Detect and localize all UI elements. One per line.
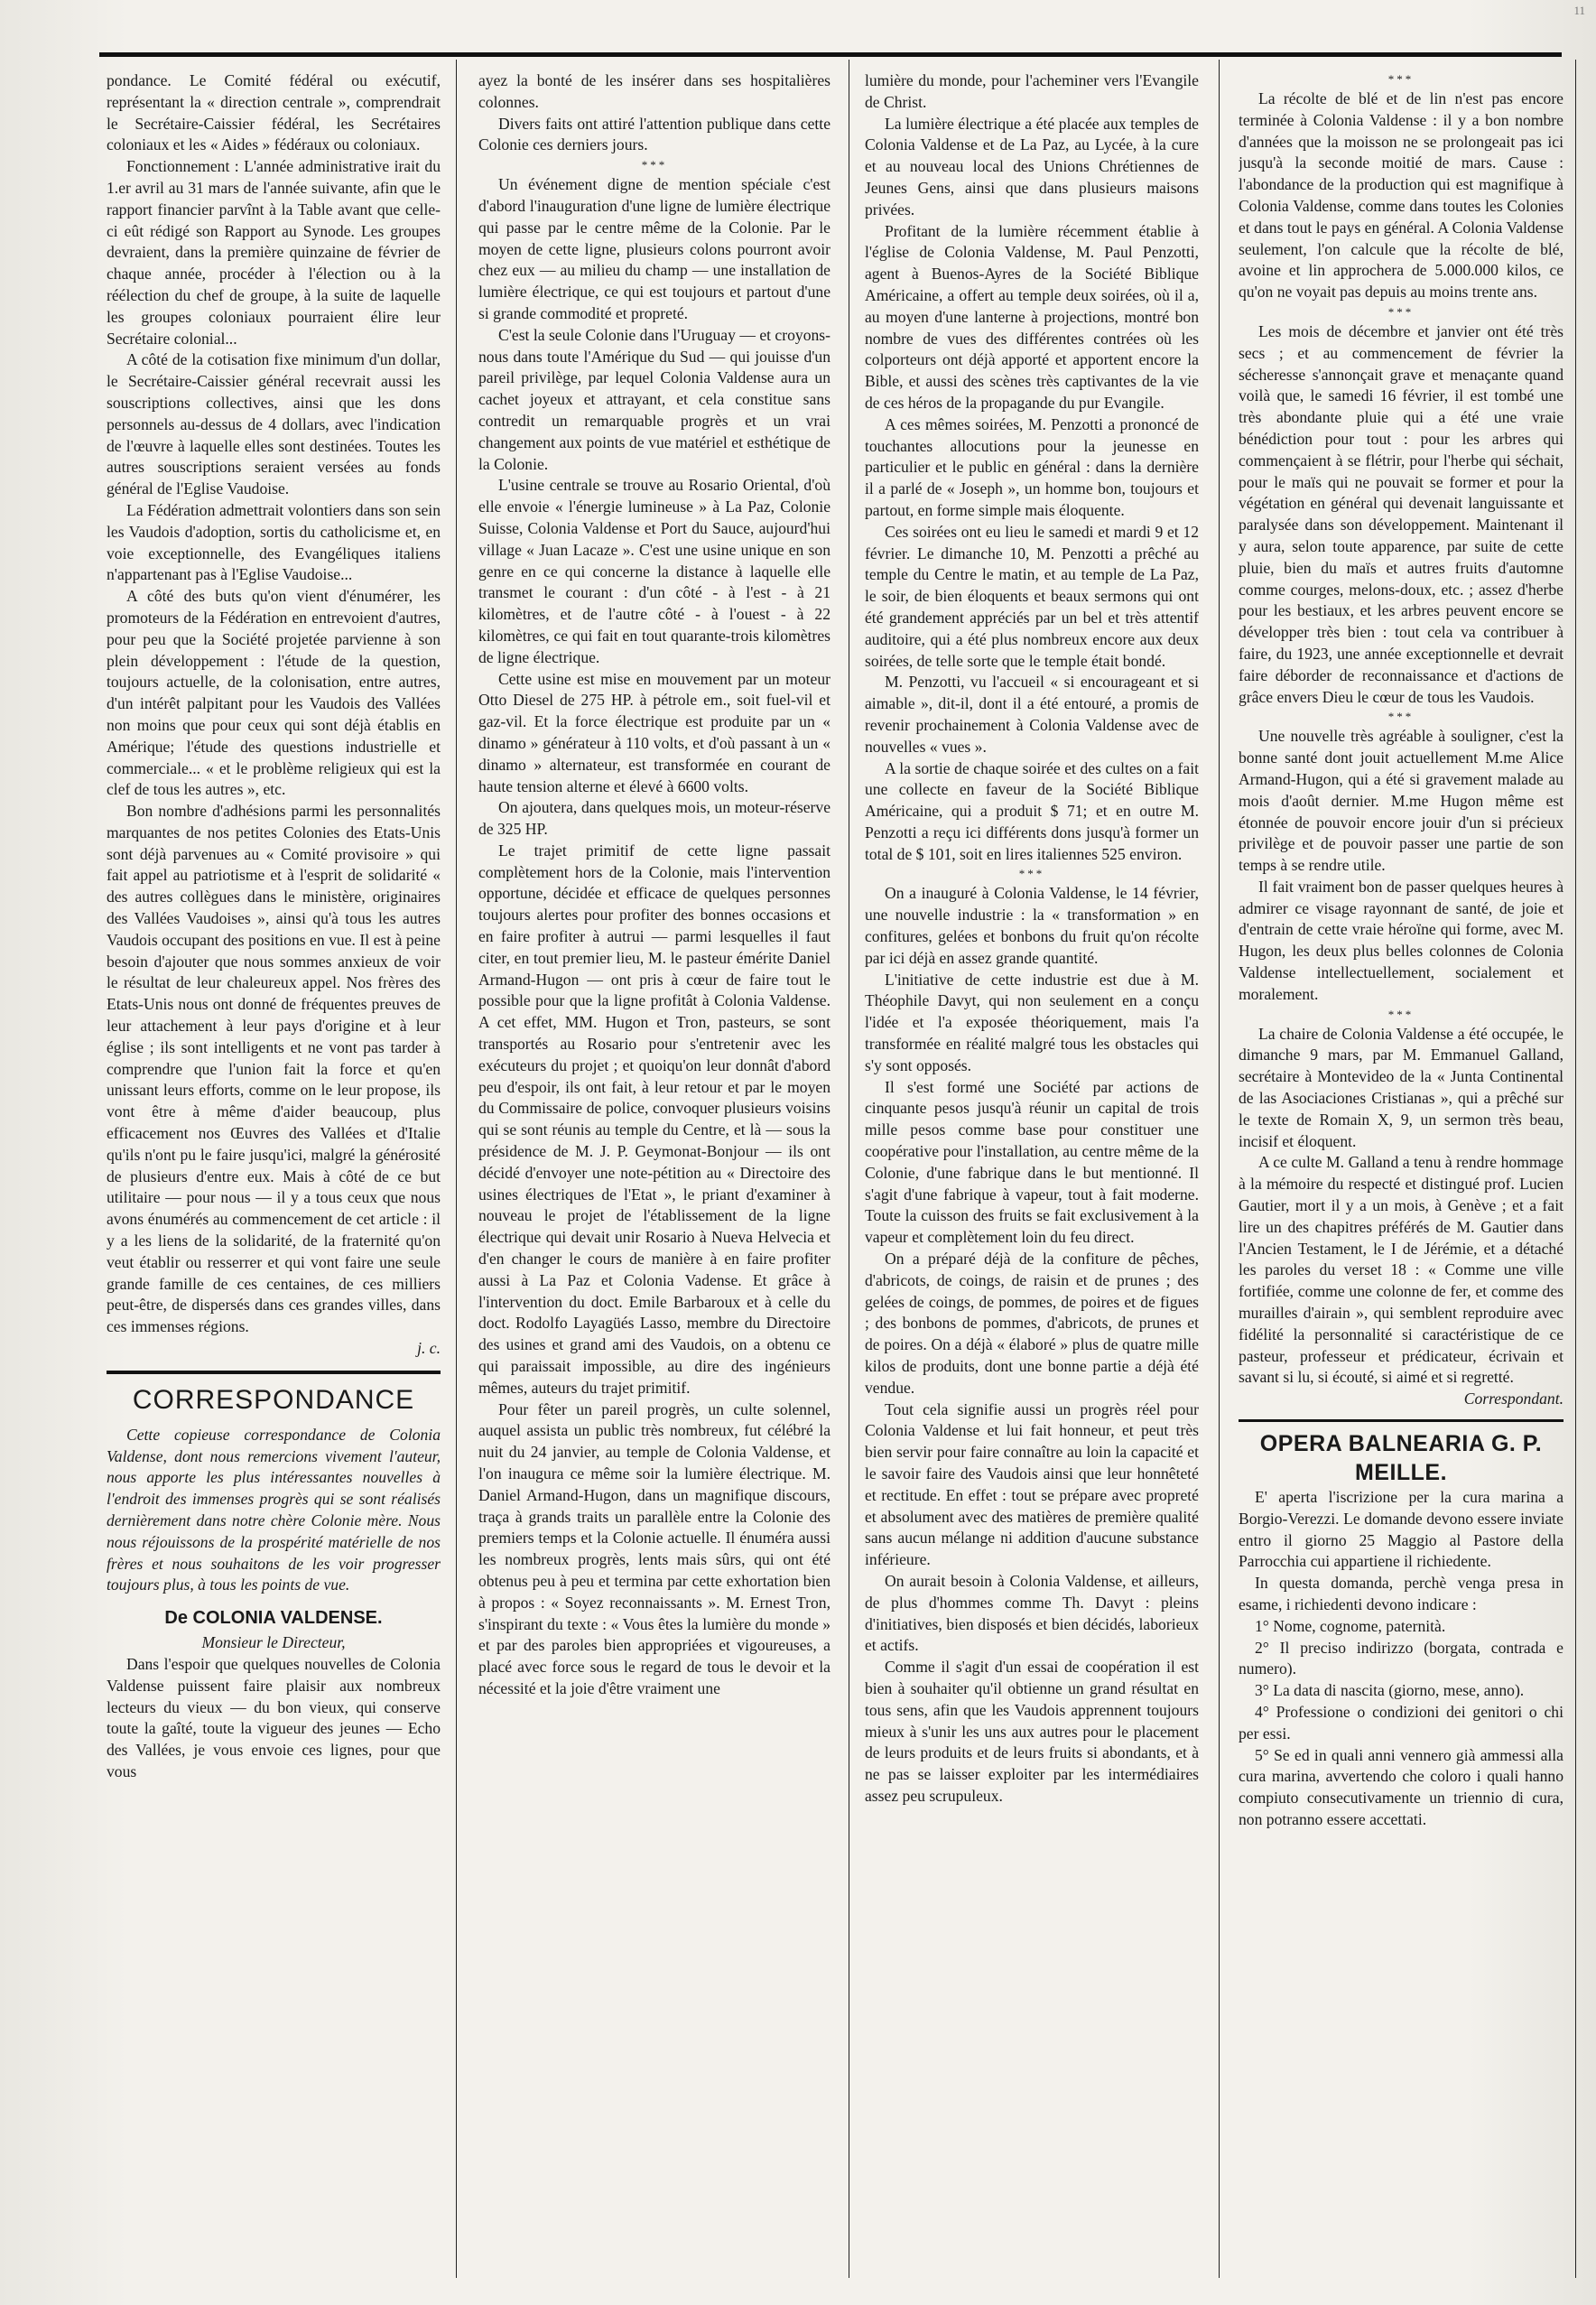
column-1 bbox=[107, 70, 441, 2278]
page-number: 11 bbox=[1573, 4, 1585, 17]
letter-greeting: Monsieur le Directeur, bbox=[201, 1633, 346, 1652]
paragraph: On a préparé déjà de la confiture de pêches, d'abricots, de coings, de raisin et de prunes ; des gelées de coings, de pommes, de poires et de figues ; des bonbons de pommes, d'abricots, de prunes et de poires. On a déjà « élaboré » plus de quatre mille kilos de produits, dont une bonne partie a déjà été vendue. bbox=[865, 1250, 1199, 1397]
advert-item: 5° Se ed in quali anni vennero già ammessi alla cura marina, avvertendo che coloro i quali hanno compiuto consecutivamente un triennio di cura, non potranno essere accettati. bbox=[1239, 1745, 1564, 1828]
header-rule bbox=[99, 52, 1562, 57]
advert-separator bbox=[1239, 1419, 1564, 1422]
column-3 bbox=[865, 70, 1199, 2278]
paragraph: A ce culte M. Galland a tenu à rendre hommage à la mémoire du respecté et distingué prof. Lucien Gautier, mort il y a un mois, à Genève ; et a fait lire un des chapitres préférés de M. Gautier dans l'Ancien Testament, le I de Jérémie, et a détaché les paroles du verset 18 : « Comme une ville fortifiée, comme une colonne de fer, et comme des murailles d'airain », qui semblent reproduire avec fidélité la personnalité si caractéristique de ce pasteur, professeur et prédicateur, écrivain et savant si lu, si écouté, si aimé et si regretté. bbox=[1239, 1153, 1564, 1387]
paragraph: Les mois de décembre et janvier ont été très secs ; et au commencement de février la sécheresse s'annonçait grave et menaçante quand voilà que, le samedi 16 février, il est tombé une très abondante pluie qui a été une vraie bénédiction pour tout : pour les arbres qui commençaient à se flétrir, pour l'herbe qui séchait, pour le maïs qui ne pouvait se former et pour la végétation en général qui devenait languissante et paralysée dans son développement. Maintenant il y aura, selon toute apparence, par suite de cette pluie, bien du maïs et autres fruits d'automne comme courges, melons-doux, etc. ; assez d'herbe pour les bestiaux, et les arbres peuvent encore se développer très bien : tout cela va contribuer à faire, du 1923, une année exceptionnelle et devrait faire déborder de reconnaissance et d'actions de grâce envers Dieu le cœur de tous les Vaudois. bbox=[1239, 321, 1564, 706]
section-heading: CORRESPONDANCE bbox=[132, 1384, 415, 1415]
paragraph: L'initiative de cette industrie est due à M. Théophile Davyt, qui non seulement en a conçu l'idée et l'a exposée théoriquement, mais l'a transformée en réalité malgré tous les obstacles qui s'y sont opposés. bbox=[865, 970, 1199, 1074]
section-stars: *** bbox=[1387, 710, 1415, 724]
section-separator bbox=[107, 1371, 441, 1374]
paragraph: C'est la seule Colonie dans l'Uruguay — et croyons-nous dans toute l'Amérique du Sud — qui jouisse d'un pareil privilège, par lequel Colonia Valdense aura un cachet joyeux et attrayant, et cela constitue sans contredit un remarquable progrès et un vrai changement aux points de vue matériel et esthétique de la Colonie. bbox=[478, 325, 830, 473]
correspondent-signature: Correspondant. bbox=[1463, 1390, 1564, 1408]
advert-lead: In questa domanda, perchè venga presa in esame, i richiedenti devono indicare : bbox=[1239, 1574, 1564, 1613]
paragraph: A la sortie de chaque soirée et des cultes on a fait une collecte en faveur de la Société Biblique Américaine, qui a produit $ 71; et en outre M. Penzotti a reçu ici différents dons jusqu'à former un total de $ 101, soit en lires italiennes 525 environ. bbox=[865, 758, 1199, 863]
paragraph: A ces mêmes soirées, M. Penzotti a prononcé de touchantes allocutions pour la jeunesse en particulier et le public en général : dans la dernière il a parlé de « Joseph », un homme bon, toujours et partout, en forme simple mais éloquente. bbox=[865, 414, 1199, 519]
advert-item: 3° La data di nascita (giorno, mese, anno). bbox=[1255, 1681, 1525, 1700]
advert-intro: E' aperta l'iscrizione per la cura marina a Borgio-Verezzi. Le domande devono essere inviate entro il giorno 25 Maggio al Pastore della Parrocchia cui appartiene il richiedente. bbox=[1239, 1488, 1564, 1571]
advert-item: 1° Nome, cognome, paternità. bbox=[1255, 1616, 1446, 1635]
paragraph: L'usine centrale se trouve au Rosario Oriental, d'où elle envoie « l'énergie lumineuse » à La Paz, Colonie Suisse, Colonia Valdense et Port du Sauce, aujourd'hui village « Juan Lacaze ». C'est une usine unique en son genre en ce qui concerne la distance à laquelle elle transmet le courant : d'un côté - à l'est - à 21 kilomètres, et de l'autre côté - à l'ouest - à 22 kilomètres, ce qui fait en tout quarante-trois kilomètres de ligne électrique. bbox=[478, 476, 830, 666]
section-stars: *** bbox=[1387, 304, 1415, 319]
paragraph: Divers faits ont attiré l'attention publique dans cette Colonie ces derniers jours. bbox=[478, 114, 830, 154]
paragraph: lumière du monde, pour l'acheminer vers l'Evangile de Christ. bbox=[865, 71, 1199, 111]
paragraph: Le trajet primitif de cette ligne passait complètement hors de la Colonie, mais l'intervention opportune, décidée et efficace de quelques personnes toujours alertes pour profiter des bonnes occasions et en faire profiter à autrui — parmi lesquelles il faut citer, en tout premier lieu, M. le pasteur émérite Daniel Armand-Hugon — ont pris à cœur de faire tout le possible pour que la ligne profitât à Colonia Valdense. A cet effet, MM. Hugon et Tron, pasteurs, se sont transportés au Rosario pour s'entretenir avec les exécuteurs du projet ; et quoiqu'on leur donnât d'abord peu d'espoir, ils ont fait, à leur retour et par le moyen du Commissaire de police, convoquer plusieurs voisins qui se sont réunis au temple du Centre, et là — sous la présidence de M. J. P. Geymonat-Bonjour — ils ont décidé d'envoyer une note-pétition au « Directoire des usines électriques de l'Etat », le priant d'examiner à nouveau le projet de l'établissement de la ligne électrique qui devait unir Rosario à Nueva Helvecia et d'en changer le cours de manière à en faire profiter aussi à La Paz et Colonia Vadense. Et grâce à l'intervention du doct. Emile Barbaroux et à celle du doct. Rodolfo Layagüés Lasso, membre du Directoire des usines et grand ami des Vaudois, on a obtenu ce qui paraissait impossible, au dire des ingénieurs mêmes, auteurs du trajet primitif. bbox=[478, 841, 830, 1397]
paragraph: Dans l'espoir que quelques nouvelles de Colonia Valdense puissent faire plaisir aux nombreux lecteurs du vieux — du bon vieux, qui conserve toute la gaîté, toute la vigueur des jeunes — Echo des Vallées, je vous envoie ces lignes, pour que vous bbox=[107, 1654, 441, 1780]
paragraph: Un événement digne de mention spéciale c'est d'abord l'inauguration d'une ligne de lumière électrique qui passe par le centre même de la Colonie. Par le moyen de cette ligne, plusieurs colons pourront avoir chez eux — au milieu du champ — une installation de lumière électrique, ce qui est toujours et partout d'une si grande commodité et propreté. bbox=[478, 175, 830, 322]
paragraph: Il fait vraiment bon de passer quelques heures à admirer ce visage rayonnant de santé, de joie et d'entrain de cette vraie héroïne qui forme, avec M. Hugon, les deux plus belles colonnes de Colonia Valdense intellectuellement, socialement et moralement. bbox=[1239, 877, 1564, 1003]
paragraph: pondance. Le Comité fédéral ou exécutif, représentant la « direction centrale », comprendrait le Secrétaire-Caissier fédéral, les Secrétaires coloniaux et les « Aides » fédéraux ou coloniaux. bbox=[107, 71, 441, 154]
paragraph: ayez la bonté de les insérer dans ses hospitalières colonnes. bbox=[478, 71, 830, 111]
paragraph: Ces soirées ont eu lieu le samedi et mardi 9 et 12 février. Le dimanche 10, M. Penzotti a prêché au temple du Centre le matin, et au temple de La Paz, le soir, de bien éloquents et beaux sermons qui ont été grandement appréciés par un bel et très attentif auditoire, qui a été plus nombreux encore aux deux soirées, de telle sorte que le temple était bondé. bbox=[865, 522, 1199, 670]
advert-title: OPERA BALNEARIA G. P. MEILLE. bbox=[1259, 1431, 1543, 1486]
paragraph: Tout cela signifie aussi un progrès réel pour Colonia Valdense et lui fait honneur, et peut très bien servir pour faire connaître au loin la capacité et le savoir faire des Vaudois ainsi que leur honnêteté et rectitude. En effet : tout se prépare avec propreté et absolument avec des matières de première qualité sans aucun mélange ni addition d'aucune substance inférieure. bbox=[865, 1399, 1199, 1569]
paragraph: La lumière électrique a été placée aux temples de Colonia Valdense et de La Paz, au Lycée, à la cure et au nouveau local des Unions Chrétiennes de Jeunes Gens, ainsi que dans plusieurs maisons privées. bbox=[865, 114, 1199, 218]
paragraph: Profitant de la lumière récemment établie à l'église de Colonia Valdense, M. Paul Penzotti, agent à Buenos-Ayres de la Société Biblique Américaine, a offert au temple deux soirées, où il a, au moyen d'une lanterne à projections, montré bon nombre de vues des différentes contrées où les colporteurs ont déjà apporté et apportent encore la Bible, et aussi des scènes très captivantes de la vie de ces héros de la propagande du pur Evangile. bbox=[865, 221, 1199, 412]
editor-intro: Cette copieuse correspondance de Colonia Valdense, dont nous remercions vivement l'auteur, nous apporte les plus intéressantes nouvelles à l'endroit des immenses progrès qui se sont réalisés dernièrement dans notre chère Colonie mère. Nous nous réjouissons de la prospérité matérielle de nos frères et nous souhaitons de les voir progresser toujours plus, à tous les points de vue. bbox=[107, 1425, 441, 1594]
paragraph: Une nouvelle très agréable à souligner, c'est la bonne santé dont jouit actuellement M.me Alice Armand-Hugon, qui a été si gravement malade au mois d'août dernier. M.me Hugon même est étonnée de pouvoir encore jouir d'un si précieux privilège et de pouvoir passer une partie de son temps à se rendre utile. bbox=[1239, 727, 1564, 875]
advert-item: 4° Professione o condizioni dei genitori o chi per essi. bbox=[1239, 1702, 1564, 1743]
correspondence-subheading: De COLONIA VALDENSE. bbox=[164, 1608, 383, 1629]
section-stars: *** bbox=[1387, 1007, 1415, 1021]
paragraph: Bon nombre d'adhésions parmi les personnalités marquantes de nos petites Colonies des Etats-Unis sont déjà parvenues au « Comité provisoire » qui fait appel au patriotisme et à l'esprit de solidarité « des autres collègues dans le ministère, originaires des Vallées Vaudoises », ainsi qu'à tous les autres Vaudois occupant des positions en vue. Il est à peine besoin d'ajouter que nous sommes anxieux de voir le résultat de leur chaleureux appel. Nos frères des Etats-Unis nous ont donné de fréquentes preuves de leur attachement à leur pays d'origine et à leur église ; ils sont intelligents et ne vont pas tarder à comprendre que l'union fait la force et qu'en unissant leurs efforts, comme on le leur propose, ils vont être à même d'aider beaucoup, plus efficacement nos Œuvres des Vallées et d'Italie qu'ils n'ont pu le faire jusqu'ici, malgré la générosité de plusieurs d'entre eux. Mais à côté de ce but utilitaire — pour nous — il y a tous ceux que nous avons énumérés au commencement de cet article : il y a les liens de la solidarité, de la fraternité qu'on veut établir ou resserrer et qui vont faire une seule grande famille de ces centaines, de ces milliers peut-être, de dispersés dans ces grandes villes, dans ces immenses régions. bbox=[107, 802, 441, 1336]
article-signature: j. c. bbox=[417, 1339, 441, 1358]
paragraph: A côté des buts qu'on vient d'énumérer, les promoteurs de la Fédération en entrevoient d'autres, pour peu que la Société projetée parvienne à son plein développement : l'étude de la question, toujours actuelle, de la colonisation, entre autres, d'un intérêt palpitant pour les Vaudois des Vallées non moins que pour ceux qui sont déjà établis en Amérique; l'étude des questions industrielle et commerciale... « et le problème religieux qui est la clef de tous les autres », etc. bbox=[107, 587, 441, 799]
paragraph: A côté de la cotisation fixe minimum d'un dollar, le Secrétaire-Caissier général recevrait aussi les souscriptions collectives, ainsi que les dons personnels au-dessus de 4 dollars, avec l'indication de l'œuvre à laquelle elles sont destinées. Toutes les autres souscriptions seraient versées au fonds général de l'Eglise Vaudoise. bbox=[107, 350, 441, 498]
paragraph: On aurait besoin à Colonia Valdense, et ailleurs, de plus d'hommes comme Th. Davyt : pleins d'initiatives, bien disposés et bien décidés, laborieux et actifs. bbox=[865, 1571, 1199, 1655]
section-stars: *** bbox=[641, 158, 668, 172]
paragraph: On a inauguré à Colonia Valdense, le 14 février, une nouvelle industrie : la « transformation » en confitures, gelées et bonbons du fruit qu'on récolte par ici déjà en assez grande quantité. bbox=[865, 884, 1199, 967]
paragraph: Fonctionnement : L'année administrative irait du 1.er avril au 31 mars de l'année suivante, afin que le rapport financier parvînt à la Table avant que celle-ci eût rédigé son Rapport au Synode. Les groupes devraient, dans la première quinzaine de février de chaque année, procéder à l'élection ou à la réélection du chef de groupe, à la suite de laquelle les groupes coloniaux pourraient élire leur Secrétaire colonial... bbox=[107, 157, 441, 348]
column-2 bbox=[478, 70, 830, 2278]
column-divider bbox=[1575, 60, 1576, 2278]
paragraph: On ajoutera, dans quelques mois, un moteur-réserve de 325 HP. bbox=[478, 798, 830, 839]
paragraph: M. Penzotti, vu l'accueil « si encourageant et si aimable », dit-il, dont il a été entouré, a promis de revenir prochainement à Colonia Valdense avec de nouvelles « vues ». bbox=[865, 673, 1199, 756]
section-stars: *** bbox=[1018, 867, 1045, 881]
advert-body bbox=[1239, 1487, 1564, 1831]
paragraph: Cette usine est mise en mouvement par un moteur Otto Diesel de 275 HP. à pétrole em., soit fuel-vil et gaz-vil. Et la force électrique est produite par un « dinamo » générateur à 110 volts, et d'où passant à un « dinamo » alternateur, est transformée en courant de haute tension alterne et élevé à 6600 volts. bbox=[478, 669, 830, 795]
column-divider bbox=[456, 60, 457, 2278]
paragraph: La récolte de blé et de lin n'est pas encore terminée à Colonia Valdense : il y a bon nombre d'années que la moisson ne se prolongeait pas ici jusqu'à la seconde moitié de mars. Cause : l'abondance de la production qui est magnifique à Colonia Valdense, comme dans toutes les Colonies et dans tout le pays en général. A Colonia Valdense seulement, l'on calcule que la récolte de blé, avoine et lin approchera de 5.000.000 kilos, ce qu'on ne voyait pas depuis au moins trente ans. bbox=[1239, 89, 1564, 302]
paragraph: Comme il s'agit d'un essai de coopération il est bien à souhaiter qu'il obtienne un grand résultat en tous sens, afin que les Vaudois apprennent toujours mieux à s'unir les uns aux autres pour le placement de leurs produits et de leurs fruits si abondants, et à ne pas se laisser exploiter par les intermédiaires assez peu scrupuleux. bbox=[865, 1658, 1199, 1805]
paragraph: La Fédération admettrait volontiers dans son sein les Vaudois d'adoption, sortis du catholicisme et, en voie exceptionnelle, des Evangéliques italiens n'appartenant pas à l'Eglise Vaudoise... bbox=[107, 500, 441, 584]
paragraph: La chaire de Colonia Valdense a été occupée, le dimanche 9 mars, par M. Emmanuel Galland, secrétaire à Montevideo de la « Junta Continental de las Asociaciones Cristianas », qui a prêché sur le texte de Romain X, 9, un sermon très beau, incisif et éloquent. bbox=[1239, 1024, 1564, 1150]
paragraph: Pour fêter un pareil progrès, un culte solennel, auquel assista un public très nombreux, fut célébré la nuit du 24 janvier, au temple de Colonia Valdense, et l'on inaugura ce même soir la lumière électrique. M. Daniel Armand-Hugon, dans un magnifique discours, traça à grands traits un parallèle entre la Colonie des premiers temps et la Colonie actuelle. Il énuméra aussi les nombreux progrès, lents mais sûrs, qui ont été obtenus peu à peu et termina par cette exhortation bien à propos : « Soyez reconnaissants ». M. Ernest Tron, s'inspirant du texte : « Vous êtes la lumière du monde » et par des paroles bien appropriées et vigoureuses, a placé avec force sous le regard de tous le devoir et la nécessité et la joie d'être vraiment une bbox=[478, 1399, 830, 1697]
paragraph: Il s'est formé une Société par actions de cinquante pesos jusqu'à réunir un capital de trois mille pesos comme base pour constituer une coopérative pour l'installation, au centre même de la Colonie, d'une fabrique dans le but mentionné. Il s'agit d'une fabrique à vapeur, tout à fait moderne. Toute la cuisson des fruits se fait exclusivement à la vapeur et complètement loin du feu direct. bbox=[865, 1077, 1199, 1247]
section-stars: *** bbox=[1387, 72, 1415, 86]
column-4 bbox=[1239, 70, 1564, 2278]
column-divider bbox=[1219, 60, 1220, 2278]
advert-item: 2° Il preciso indirizzo (borgata, contrada e numero). bbox=[1239, 1638, 1564, 1678]
